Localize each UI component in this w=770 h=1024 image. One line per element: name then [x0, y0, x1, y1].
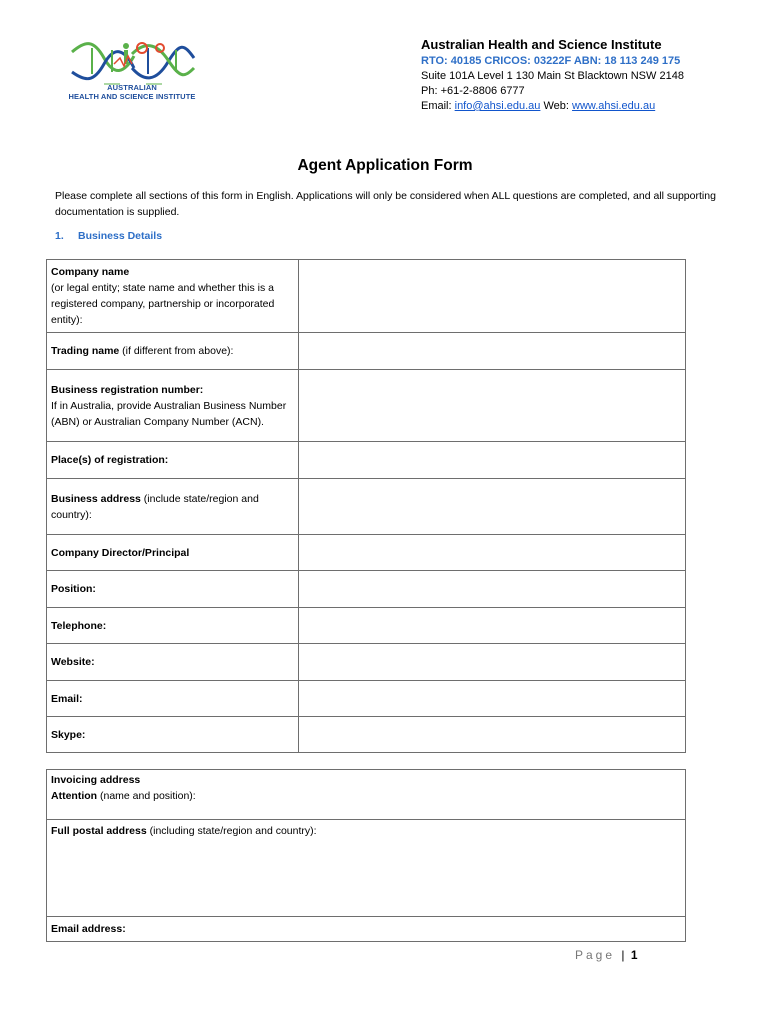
position-field[interactable] — [299, 571, 686, 608]
row-place-of-registration — [47, 442, 686, 479]
postal-label: Full postal address — [51, 825, 147, 837]
page-separator: | — [621, 948, 625, 962]
page-footer — [575, 948, 638, 962]
website-label: Website: — [47, 644, 299, 681]
brn-label: Business registration number: If in Australia, provide Australian Business Number (ABN) or Australian Company Number (ACN). — [47, 370, 299, 442]
rto-line: RTO: 40185 CRICOS: 03222F ABN: 18 113 249 175 — [421, 55, 681, 67]
page-number: 1 — [630, 948, 638, 962]
section-heading-business-details — [55, 230, 162, 242]
telephone-label: Telephone: — [47, 608, 299, 644]
trading-name-field[interactable] — [299, 333, 686, 370]
row-email — [47, 681, 686, 717]
row-invoice-email[interactable] — [47, 917, 686, 942]
website-field[interactable] — [299, 644, 686, 681]
attention-label: Attention — [51, 790, 98, 802]
company-name-label: Company name (or legal entity; state name and whether this is a registered company, partnership or incorporated entity): — [47, 260, 299, 333]
row-skype — [47, 717, 686, 753]
institute-phone: Ph: +61-2-8806 6777 — [421, 85, 525, 97]
trading-name-label: Trading name (if different from above): — [47, 333, 299, 370]
row-telephone — [47, 608, 686, 644]
invoicing-attention-cell[interactable] — [47, 770, 686, 820]
row-position — [47, 571, 686, 608]
invoicing-title: Invoicing address — [51, 774, 141, 786]
invoicing-table — [46, 769, 686, 942]
institute-contact — [421, 99, 684, 114]
email-label: Email: — [421, 100, 452, 112]
form-intro: Please complete all sections of this form in English. Applications will only be considered when ALL questions are completed, and all supporting documentation is supplied. — [55, 190, 716, 218]
business-address-label: Business address (include state/region and country): — [47, 479, 299, 535]
director-field[interactable] — [299, 535, 686, 571]
page-word: Page — [575, 948, 616, 962]
row-postal-address[interactable] — [47, 820, 686, 917]
logo-text-line1: AUSTRALIAN — [107, 83, 157, 92]
place-label: Place(s) of registration: — [47, 442, 299, 479]
postal-address-cell[interactable] — [47, 820, 686, 917]
row-business-address — [47, 479, 686, 535]
business-details-table — [46, 259, 686, 753]
institute-address: Suite 101A Level 1 130 Main St Blacktown NSW 2148 — [421, 70, 684, 82]
email-field[interactable] — [299, 681, 686, 717]
row-director — [47, 535, 686, 571]
row-business-registration — [47, 370, 686, 442]
institute-name: Australian Health and Science Institute — [421, 37, 662, 52]
skype-field[interactable] — [299, 717, 686, 753]
institute-header — [421, 36, 684, 114]
section-title: Business Details — [78, 230, 163, 242]
row-company-name — [47, 260, 686, 333]
telephone-field[interactable] — [299, 608, 686, 644]
position-label: Position: — [47, 571, 299, 608]
invoice-email-cell[interactable] — [47, 917, 686, 942]
attention-note: (name and position): — [97, 790, 196, 802]
web-link[interactable]: www.ahsi.edu.au — [572, 100, 656, 112]
invoice-email-label: Email address: — [51, 923, 126, 935]
brn-field[interactable] — [299, 370, 686, 442]
business-address-field[interactable] — [299, 479, 686, 535]
company-name-field[interactable] — [299, 260, 686, 333]
web-label: Web: — [543, 100, 569, 112]
email-link[interactable]: info@ahsi.edu.au — [454, 100, 541, 112]
postal-note: (including state/region and country): — [146, 825, 317, 837]
section-number: 1. — [55, 230, 64, 242]
row-website — [47, 644, 686, 681]
row-invoicing-attention[interactable] — [47, 770, 686, 820]
row-trading-name — [47, 333, 686, 370]
place-field[interactable] — [299, 442, 686, 479]
email-label-cell: Email: — [47, 681, 299, 717]
skype-label: Skype: — [47, 717, 299, 753]
logo-text-line2: HEALTH AND SCIENCE INSTITUTE — [68, 92, 196, 101]
form-title: Agent Application Form — [297, 157, 473, 174]
director-label: Company Director/Principal — [47, 535, 299, 571]
